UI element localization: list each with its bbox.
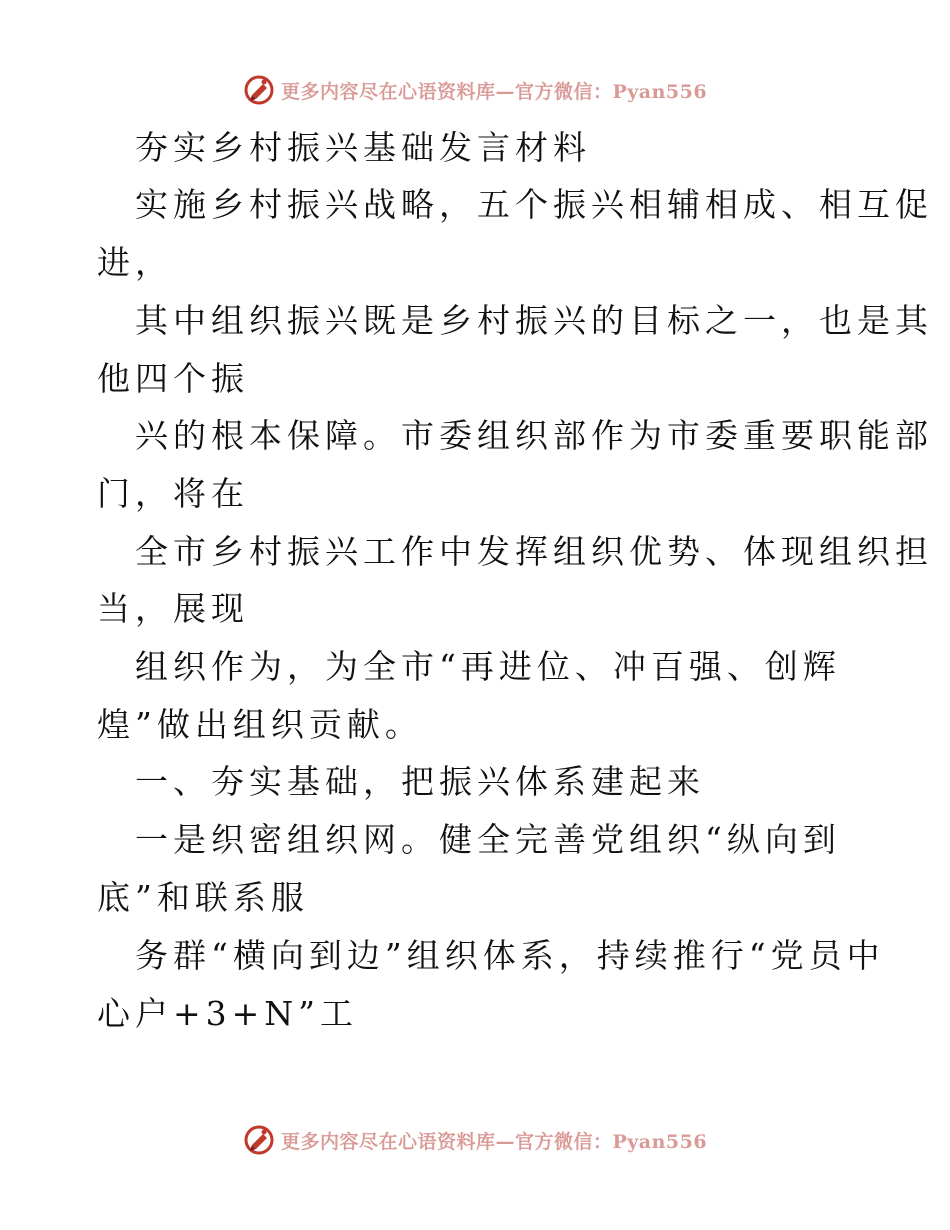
paragraph-line: 心户+3+N”工 (97, 994, 359, 1033)
paragraph-line: 煌”做出组织贡献。 (97, 705, 423, 744)
paragraph-line: 组织作为，为全市“再进位、冲百强、创辉 (135, 647, 841, 686)
paragraph-line: 其中组织振兴既是乡村振兴的目标之一，也是其 (135, 301, 933, 340)
paragraph-line: 全市乡村振兴工作中发挥组织优势、体现组织担 (135, 532, 933, 571)
document-title: 夯实乡村振兴基础发言材料 (135, 128, 591, 167)
paragraph-line: 进， (97, 243, 173, 282)
footer-banner (0, 1120, 950, 1160)
section-heading: 一、夯实基础，把振兴体系建起来 (135, 762, 705, 801)
paragraph-line: 务群“横向到边”组织体系，持续推行“党员中 (135, 936, 885, 975)
red-pen-logo-icon (243, 1124, 275, 1156)
paragraph-line: 底”和联系服 (97, 878, 309, 917)
paragraph-line: 兴的根本保障。市委组织部作为市委重要职能部 (135, 416, 933, 455)
paragraph-line: 实施乡村振兴战略，五个振兴相辅相成、相互促 (135, 185, 933, 224)
paragraph-line: 他四个振 (97, 359, 249, 398)
paragraph-line: 一是织密组织网。健全完善党组织“纵向到 (135, 820, 841, 859)
paragraph-line: 门，将在 (97, 474, 249, 513)
header-banner-text: 更多内容尽在心语资料库—官方微信：Pyan556 (280, 80, 708, 103)
footer-banner-text: 更多内容尽在心语资料库—官方微信：Pyan556 (280, 1130, 708, 1153)
paragraph-line: 当，展现 (97, 589, 249, 628)
